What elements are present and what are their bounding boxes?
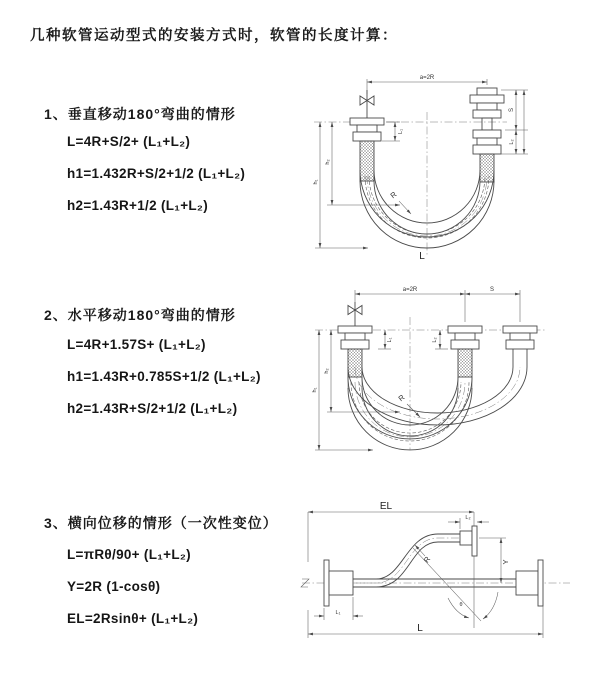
- page-title: 几种软管运动型式的安装方式时，软管的长度计算：: [30, 28, 398, 44]
- section-3-formula-Y: Y=2R (1-cosθ): [67, 579, 161, 594]
- angle-label: θ: [459, 602, 463, 608]
- section-1-formula-h2: h2=1.43R+1/2 (L₁+L₂): [67, 198, 209, 213]
- top-fitting-body: [460, 531, 472, 545]
- dim-s-label: S: [489, 287, 495, 293]
- top-flange: [472, 526, 477, 556]
- section-1-formula-L: L=4R+S/2+ (L₁+L₂): [67, 134, 191, 149]
- valve-icon: [360, 96, 367, 105]
- dim-h1-label: h₁: [312, 387, 318, 393]
- center-hose-braid: [458, 349, 472, 377]
- dim-s-label: S: [509, 107, 515, 113]
- right-fitting-lower: [473, 130, 501, 138]
- section-3-formula-L: L=πRθ/90+ (L₁+L₂): [67, 547, 191, 562]
- right-fitting: [503, 326, 537, 333]
- hose-s-centerline: [353, 538, 460, 583]
- angle-arc: [483, 592, 498, 619]
- dim-h2-label: h₂: [324, 368, 330, 374]
- section-1-heading: 1、垂直移动180°弯曲的情形: [44, 106, 236, 122]
- diagram-lateral-displacement: [298, 498, 583, 648]
- section-1-formula-h1: h1=1.432R+S/2+1/2 (L₁+L₂): [67, 166, 246, 181]
- left-fitting: [338, 326, 372, 333]
- hose-s-curve-upper: [353, 534, 460, 579]
- left-hose-braid: [348, 349, 362, 377]
- section-2-formula-h2: h2=1.43R+S/2+1/2 (L₁+L₂): [67, 401, 238, 416]
- section-3-formula-EL: EL=2Rsinθ+ (L₁+L₂): [67, 611, 199, 626]
- dim-h1-label: h₁: [313, 179, 319, 185]
- hose-curve-wide-inner: [362, 367, 513, 413]
- radius-label: R: [396, 392, 407, 404]
- radius-label: R: [388, 189, 399, 201]
- dim-a2r-label: a=2R: [402, 287, 418, 293]
- right-flange-fitting: [516, 571, 538, 595]
- radius-label: R: [421, 554, 433, 565]
- left-hose-braid: [360, 141, 374, 181]
- section-2-formula-h1: h1=1.43R+0.785S+1/2 (L₁+L₂): [67, 369, 261, 384]
- dim-l2-label: L₂: [432, 337, 438, 343]
- dim-h2-label: h₂: [325, 159, 331, 165]
- dim-l1-label: L₁: [335, 610, 341, 616]
- hose-s-curve-lower: [353, 542, 460, 587]
- dim-y-label: Y: [501, 559, 510, 565]
- right-hose-braid: [480, 154, 494, 182]
- length-label: L: [419, 251, 425, 262]
- dim-l2-label: L₂: [509, 139, 515, 145]
- right-fitting-upper: [473, 110, 501, 118]
- left-fitting: [350, 118, 384, 125]
- dim-l1-label: L₁: [398, 129, 404, 134]
- angle-arc: [448, 598, 469, 618]
- dim-l-label: L: [417, 623, 423, 634]
- dim-l1-label: L₁: [387, 337, 393, 343]
- section-2-formula-L: L=4R+1.57S+ (L₁+L₂): [67, 337, 206, 352]
- section-3-heading: 3、横向位移的情形（一次性变位）: [44, 515, 278, 531]
- center-fitting: [448, 326, 482, 333]
- dim-a2r-label: a=2R: [419, 75, 435, 81]
- diagram-vertical-bend: [302, 70, 552, 262]
- valve-icon: [348, 306, 355, 315]
- dim-l2-label: L₂: [465, 515, 471, 521]
- valve-icon: [355, 306, 362, 315]
- dim-el-label: EL: [379, 501, 393, 512]
- valve-icon: [367, 96, 374, 105]
- section-2-heading: 2、水平移动180°弯曲的情形: [44, 307, 236, 323]
- left-flange: [324, 560, 329, 606]
- diagram-horizontal-bend: [305, 282, 555, 454]
